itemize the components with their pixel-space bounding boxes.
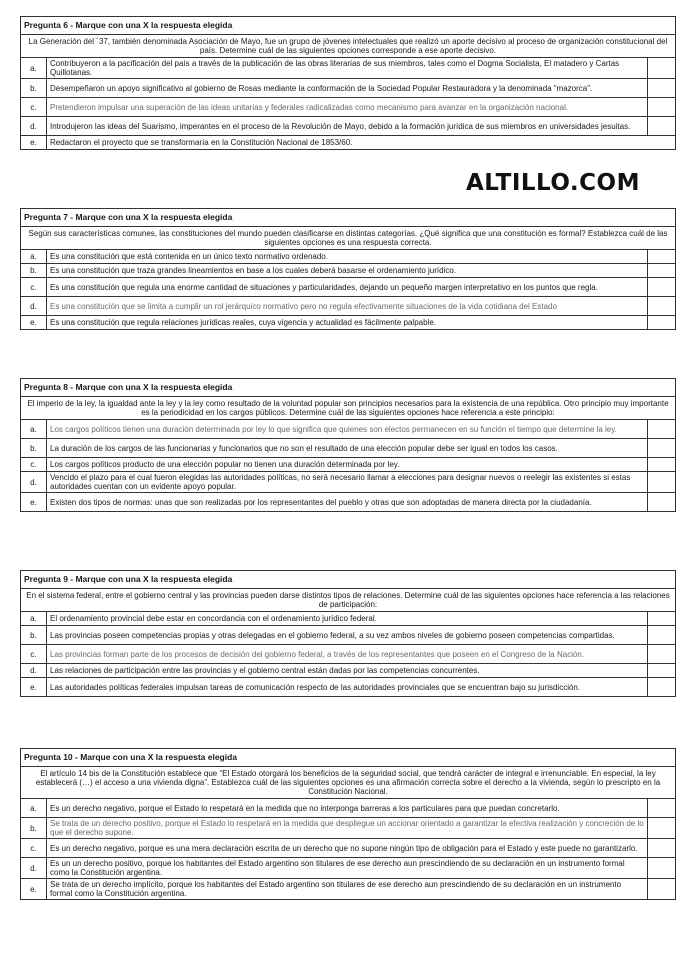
option-letter: e. bbox=[21, 316, 47, 330]
question-10-table bbox=[20, 748, 676, 900]
option-text: Las autoridades políticas federales impulsan tareas de comunicación respecto de las autoridades provinciales que se encuentran bajo su jurisdicción. bbox=[47, 678, 648, 697]
option-text: Los cargos políticos producto de una elección popular no tienen una duración determinada por ley. bbox=[47, 458, 648, 472]
option-text: Es una constitución que se limita a cumplir un rol jerárquico normativo pero no regula efectivamente situaciones de la vida cotidiana del Estado bbox=[47, 297, 648, 316]
option-letter: a. bbox=[21, 58, 47, 79]
answer-box-9c[interactable] bbox=[647, 645, 675, 664]
option-letter: a. bbox=[21, 420, 47, 439]
option-letter: b. bbox=[21, 79, 47, 98]
answer-box-9e[interactable] bbox=[647, 678, 675, 697]
question-7-stem: Según sus características comunes, las constituciones del mundo pueden clasificarse en distintas categorías. ¿Qué significa que una constitución es formal? Establezca cuál de las siguientes opciones es una respuesta correcta. bbox=[21, 227, 676, 250]
option-text: Es una constitución que traza grandes lineamientos en base a los cuales deberá basarse el ordenamiento jurídico. bbox=[47, 264, 648, 278]
option-text: Introdujeron las ideas del Suarismo, imperantes en el proceso de la Revolución de Mayo, debido a la formación jurídica de sus miembros en universidades jesuitas. bbox=[47, 117, 648, 136]
answer-box-6a[interactable] bbox=[647, 58, 675, 79]
option-text: Los cargos políticos tienen una duración determinada por ley lo que significa que quienes son electos permanecen en su función el tiempo que determine la ley. bbox=[47, 420, 648, 439]
option-letter: e. bbox=[21, 879, 47, 900]
option-text: Las relaciones de participación entre las provincias y el gobierno central están dadas por las competencias concurrentes. bbox=[47, 664, 648, 678]
question-10-title: Pregunta 10 - Marque con una X la respuesta elegida bbox=[21, 749, 676, 767]
question-6-table bbox=[20, 16, 676, 150]
question-9-stem: En el sistema federal, entre el gobierno central y las provincias pueden darse distintos tipos de relaciones. Determine cuál de las siguientes opciones hace referencia a las relaciones de participación: bbox=[21, 589, 676, 612]
option-text: Vencido el plazo para el cual fueron elegidas las autoridades políticas, no será necesario llamar a elecciones para designar nuevos o reelegir las existentes si estas autoridades cuentan con un evidente apoyo popular. bbox=[47, 472, 648, 493]
option-letter: c. bbox=[21, 458, 47, 472]
option-letter: e. bbox=[21, 493, 47, 512]
answer-box-10c[interactable] bbox=[647, 839, 675, 858]
option-text: Desempeñaron un apoyo significativo al gobierno de Rosas mediante la conformación de la Sociedad Popular Restauradora y la denominada “mazorca”. bbox=[47, 79, 648, 98]
question-6-stem: La Generación del ´37, también denominada Asociación de Mayo, fue un grupo de jóvenes intelectuales que realizó un aporte decisivo al proceso de organización constitucional del país. Determine cuál de las siguientes opciones corresponde a ese aporte decisivo. bbox=[21, 35, 676, 58]
question-10-stem: El artículo 14 bis de la Constitución establece que “El Estado otorgará los beneficios de la seguridad social, que tendrá carácter de integral e irrenunciable. En especial, la ley establecerá (…) el acceso a una vivienda digna”. Establezca cuál de las siguientes opciones es una afirmación correcta sobre el derecho a la vivienda, según lo prescripto en la Constitución Nacional. bbox=[21, 767, 676, 799]
option-text: Es un derecho negativo, porque el Estado lo respetará en la medida que no interponga barreras a los particulares para que puedan concretarlo. bbox=[47, 799, 648, 818]
answer-box-6d[interactable] bbox=[647, 117, 675, 136]
answer-box-8c[interactable] bbox=[647, 458, 675, 472]
answer-box-8a[interactable] bbox=[647, 420, 675, 439]
question-7-table bbox=[20, 208, 676, 330]
answer-box-9a[interactable] bbox=[647, 612, 675, 626]
answer-box-7d[interactable] bbox=[647, 297, 675, 316]
option-text: Contribuyeron a la pacificación del país a través de la publicación de las obras literarias de sus miembros, tales como el Dogma Socialista, El matadero y Cartas Quillotanas. bbox=[47, 58, 648, 79]
question-8-table bbox=[20, 378, 676, 512]
option-letter: c. bbox=[21, 98, 47, 117]
option-letter: a. bbox=[21, 799, 47, 818]
question-7-title: Pregunta 7 - Marque con una X la respuesta elegida bbox=[21, 209, 676, 227]
option-letter: d. bbox=[21, 117, 47, 136]
option-letter: c. bbox=[21, 278, 47, 297]
option-text: La duración de los cargos de las funcionarias y funcionarios que no son el resultado de una elección popular debe ser igual en todos los casos. bbox=[47, 439, 648, 458]
answer-box-9b[interactable] bbox=[647, 626, 675, 645]
option-text: Es una constitución que está contenida en un único texto normativo ordenado. bbox=[47, 250, 648, 264]
option-text: Existen dos tipos de normas: unas que son realizadas por los representantes del pueblo y otras que son adoptadas de manera directa por la ciudadanía. bbox=[47, 493, 648, 512]
option-text: Pretendieron impulsar una superación de las ideas unitarias y federales radicalizadas como mecanismo para avanzar en la organización nacional. bbox=[47, 98, 648, 117]
option-text: Es una constitución que regula una enorme cantidad de situaciones y particularidades, dejando un pequeño margen interpretativo en los puntos que regla. bbox=[47, 278, 648, 297]
answer-box-10b[interactable] bbox=[647, 818, 675, 839]
option-letter: e. bbox=[21, 136, 47, 150]
option-letter: d. bbox=[21, 472, 47, 493]
option-letter: b. bbox=[21, 439, 47, 458]
option-letter: b. bbox=[21, 818, 47, 839]
watermark-logo: ALTILLO.COM bbox=[466, 170, 640, 196]
option-letter: d. bbox=[21, 297, 47, 316]
answer-box-6c[interactable] bbox=[647, 98, 675, 117]
option-letter: c. bbox=[21, 839, 47, 858]
answer-box-7c[interactable] bbox=[647, 278, 675, 297]
answer-box-10d[interactable] bbox=[647, 858, 675, 879]
answer-box-8b[interactable] bbox=[647, 439, 675, 458]
option-letter: d. bbox=[21, 664, 47, 678]
answer-box-6b[interactable] bbox=[647, 79, 675, 98]
answer-box-7e[interactable] bbox=[647, 316, 675, 330]
option-text: Se trata de un derecho implícito, porque los habitantes del Estado argentino son titulares de ese derecho aun prescindiendo de su declaración en un instrumento formal como la Constitución argentina. bbox=[47, 879, 648, 900]
option-letter: b. bbox=[21, 264, 47, 278]
option-letter: b. bbox=[21, 626, 47, 645]
answer-box-7a[interactable] bbox=[647, 250, 675, 264]
answer-box-8d[interactable] bbox=[647, 472, 675, 493]
option-letter: d. bbox=[21, 858, 47, 879]
question-9-title: Pregunta 9 - Marque con una X la respuesta elegida bbox=[21, 571, 676, 589]
option-letter: a. bbox=[21, 612, 47, 626]
option-text: Redactaron el proyecto que se transformaría en la Constitución Nacional de 1853/60. bbox=[47, 136, 676, 150]
option-text: Es una constitución que regula relaciones jurídicas reales, cuya vigencia y actualidad es fácilmente palpable. bbox=[47, 316, 648, 330]
option-text: Es un un derecho positivo, porque los habitantes del Estado argentino son titulares de ese derecho aun prescindiendo de su declaración en un instrumento formal como la Constitución argentina. bbox=[47, 858, 648, 879]
option-text: El ordenamiento provincial debe estar en concordancia con el ordenamiento jurídico federal. bbox=[47, 612, 648, 626]
answer-box-10e[interactable] bbox=[647, 879, 675, 900]
option-text: Las provincias forman parte de los procesos de decisión del gobierno federal, a través de los representantes que poseen en el Congreso de la Nación. bbox=[47, 645, 648, 664]
answer-box-7b[interactable] bbox=[647, 264, 675, 278]
question-9-table bbox=[20, 570, 676, 697]
question-8-stem: El imperio de la ley, la igualdad ante la ley y la ley como resultado de la voluntad popular son principios necesarios para la existencia de una república. Otro principio muy importante es la periodicidad en los cargos públicos. Determine cuál de las siguientes opciones hace referencia a este principio: bbox=[21, 397, 676, 420]
option-letter: a. bbox=[21, 250, 47, 264]
question-8-title: Pregunta 8 - Marque con una X la respuesta elegida bbox=[21, 379, 676, 397]
question-6-title: Pregunta 6 - Marque con una X la respuesta elegida bbox=[21, 17, 676, 35]
option-text: Se trata de un derecho positivo, porque el Estado lo respetará en la medida que despliegue un accionar orientado a garantizar la efectiva realización y concreción de lo que el derecho supone. bbox=[47, 818, 648, 839]
option-letter: c. bbox=[21, 645, 47, 664]
answer-box-10a[interactable] bbox=[647, 799, 675, 818]
option-letter: e. bbox=[21, 678, 47, 697]
answer-box-8e[interactable] bbox=[647, 493, 675, 512]
option-text: Es un derecho negativo, porque es una mera declaración escrita de un derecho que no supone ningún tipo de obligación para el Estado y este puede no garantizarlo. bbox=[47, 839, 648, 858]
answer-box-9d[interactable] bbox=[647, 664, 675, 678]
option-text: Las provincias poseen competencias propias y otras delegadas en el gobierno federal, a su vez ambos niveles de gobierno poseen competencias compartidas. bbox=[47, 626, 648, 645]
